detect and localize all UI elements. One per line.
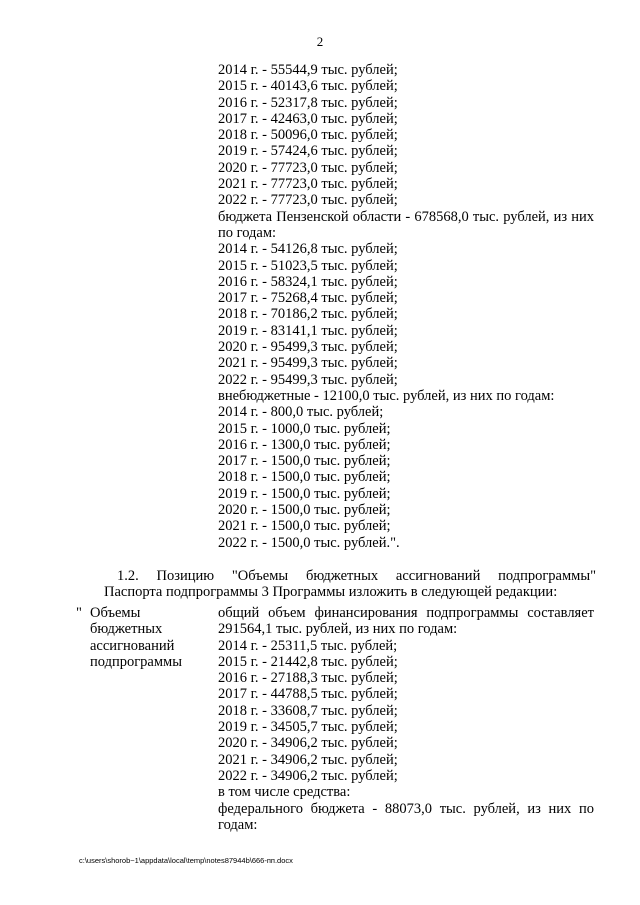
regional-year-line: 2021 г. - 95499,3 тыс. рублей; [218, 355, 398, 372]
offbudget-year-line: 2021 г. - 1500,0 тыс. рублей; [218, 518, 391, 535]
regional-year-line: 2014 г. - 54126,8 тыс. рублей; [218, 241, 398, 258]
total-year-line: 2015 г. - 21442,8 тыс. рублей; [218, 653, 398, 670]
paragraph-1-2-line2: Паспорта подпрограммы 3 Программы изложить в следующей редакции: [104, 584, 558, 601]
federal-year-line: 2016 г. - 52317,8 тыс. рублей; [218, 94, 398, 111]
paragraph-1-2-line1: 1.2. Позицию "Объемы бюджетных ассигнований подпрограммы" [117, 568, 596, 584]
offbudget-year-line: 2018 г. - 1500,0 тыс. рублей; [218, 469, 391, 486]
offbudget-heading: внебюджетные - 12100,0 тыс. рублей, из них по годам: [218, 387, 555, 404]
offbudget-year-line: 2017 г. - 1500,0 тыс. рублей; [218, 453, 391, 470]
position-value [218, 605, 594, 833]
page-number: 2 [316, 34, 324, 49]
federal-budget-text: федерального бюджета - 88073,0 тыс. рублей, из них по годам: [218, 800, 594, 833]
federal-year-line: 2017 г. - 42463,0 тыс. рублей; [218, 110, 398, 127]
regional-year-line: 2019 г. - 83141,1 тыс. рублей; [218, 322, 398, 339]
federal-year-line: 2021 г. - 77723,0 тыс. рублей; [218, 176, 398, 193]
federal-year-line: 2019 г. - 57424,6 тыс. рублей; [218, 143, 398, 160]
federal-year-line: 2015 г. - 40143,6 тыс. рублей; [218, 78, 398, 95]
paragraph-1-2 [104, 568, 596, 601]
regional-year-line: 2015 г. - 51023,5 тыс. рублей; [218, 257, 398, 274]
total-year-line: 2021 г. - 34906,2 тыс. рублей; [218, 751, 398, 768]
total-financing-text: общий объем финансирования подпрограммы составляет 291564,1 тыс. рублей, из них по годам: [218, 605, 594, 638]
regional-year-line: 2017 г. - 75268,4 тыс. рублей; [218, 290, 398, 307]
offbudget-year-line: 2020 г. - 1500,0 тыс. рублей; [218, 502, 391, 519]
total-year-line: 2018 г. - 33608,7 тыс. рублей; [218, 702, 398, 719]
federal-year-line: 2022 г. - 77723,0 тыс. рублей; [218, 192, 398, 209]
regional-year-line: 2020 г. - 95499,3 тыс. рублей; [218, 339, 398, 356]
including-text: в том числе средства: [218, 784, 351, 801]
total-year-line: 2014 г. - 25311,5 тыс. рублей; [218, 637, 398, 654]
offbudget-year-line: 2019 г. - 1500,0 тыс. рублей; [218, 485, 391, 502]
federal-year-line: 2018 г. - 50096,0 тыс. рублей; [218, 127, 398, 144]
funding-continuation-block [218, 62, 594, 551]
offbudget-year-line: 2016 г. - 1300,0 тыс. рублей; [218, 436, 391, 453]
total-year-line: 2020 г. - 34906,2 тыс. рублей; [218, 735, 398, 752]
position-label [90, 605, 208, 670]
position-label-line: Объемы [90, 605, 141, 621]
footer-file-path: c:\users\shorob~1\appdata\local\temp\notes87944b\666-пп.docx [79, 856, 293, 865]
regional-year-line: 2022 г. - 95499,3 тыс. рублей; [218, 371, 398, 388]
offbudget-year-line: 2014 г. - 800,0 тыс. рублей; [218, 404, 384, 421]
total-year-line: 2019 г. - 34505,7 тыс. рублей; [218, 719, 398, 736]
total-year-line: 2017 г. - 44788,5 тыс. рублей; [218, 686, 398, 703]
position-label-line: ассигнований [90, 637, 175, 654]
position-label-line: подпрограммы [90, 653, 182, 670]
federal-year-line: 2014 г. - 55544,9 тыс. рублей; [218, 62, 398, 78]
total-year-line: 2022 г. - 34906,2 тыс. рублей; [218, 767, 398, 784]
regional-year-line: 2018 г. - 70186,2 тыс. рублей; [218, 306, 398, 323]
offbudget-year-line: 2015 г. - 1000,0 тыс. рублей; [218, 420, 391, 437]
federal-year-line: 2020 г. - 77723,0 тыс. рублей; [218, 159, 398, 176]
regional-year-line: 2016 г. - 58324,1 тыс. рублей; [218, 273, 398, 290]
regional-budget-heading: бюджета Пензенской области - 678568,0 тыс. рублей, из них по годам: [218, 208, 594, 241]
total-year-line: 2016 г. - 27188,3 тыс. рублей; [218, 670, 398, 687]
offbudget-year-line: 2022 г. - 1500,0 тыс. рублей.". [218, 534, 400, 551]
position-label-line: бюджетных [90, 621, 163, 638]
opening-quote: " [76, 605, 82, 621]
